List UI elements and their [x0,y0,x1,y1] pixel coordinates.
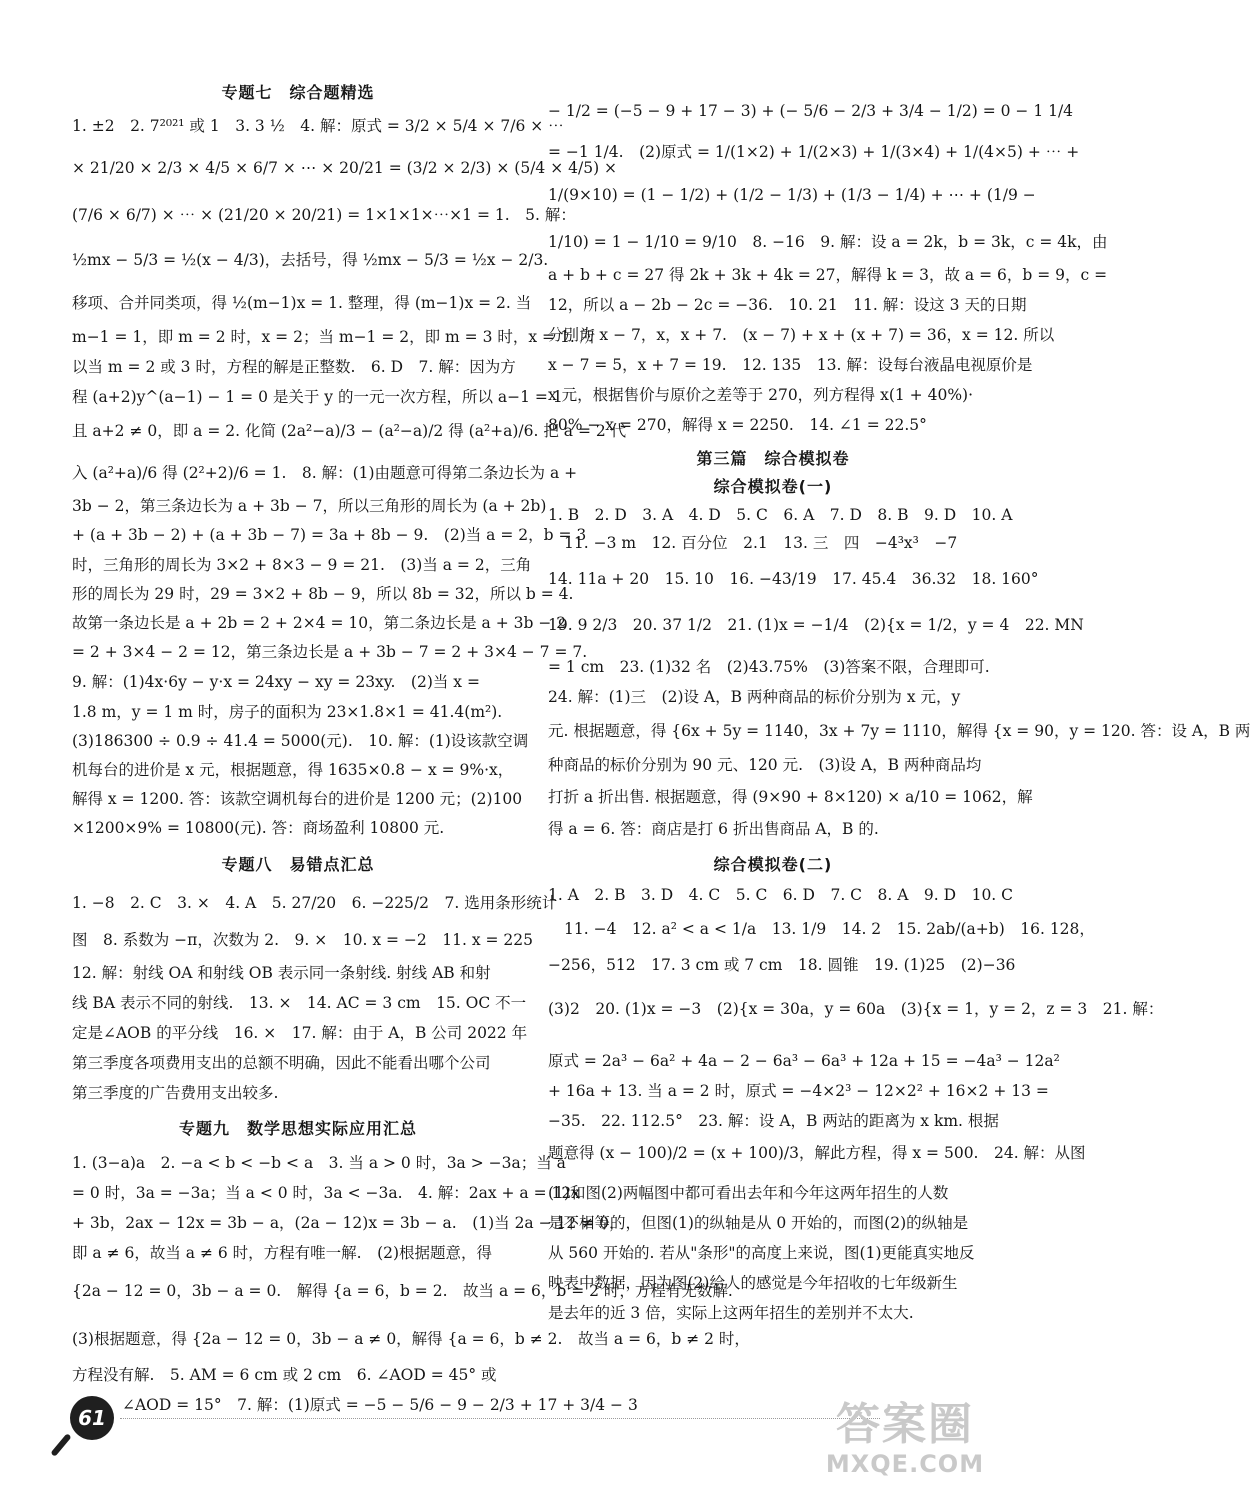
text-line: 解得 x = 1200. 答：该款空调机每台的进价是 1200 元；(2)100 [72,790,523,808]
text-line: + (a + 3b − 2) + (a + 3b − 7) = 3a + 8b − 9. (2)当 a = 2，b = 3 [72,526,587,544]
text-line: 以当 m = 2 或 3 时，方程的解是正整数. 6. D 7. 解：因为方 [72,358,516,376]
page-number-badge: 61 [70,1396,114,1440]
text-line: 从 560 开始的. 若从"条形"的高度上来说，图(1)更能真实地反 [548,1244,975,1262]
section-title-topic-9: 专题九 数学思想实际应用汇总 [178,1119,417,1138]
text-line: 方程没有解. 5. AM = 6 cm 或 2 cm 6. ∠AOD = 45° 或 [72,1366,497,1384]
text-line: m−1 = 1，即 m = 2 时，x = 2；当 m−1 = 2，即 m = 3 时，x = 1. 所 [72,328,596,346]
text-line: (3)根据题意，得 {2a − 12 = 0，3b − a ≠ 0，解得 {a = 6，b ≠ 2. 故当 a = 6，b ≠ 2 时， [72,1330,750,1348]
text-line: 14. 11a + 20 15. 10 16. −43/19 17. 45.4 36.32 18. 160° [548,570,1039,588]
text-line: × 21/20 × 2/3 × 4/5 × 6/7 × ⋯ × 20/21 = (3/2 × 2/3) × (5/4 × 4/5) × [72,159,618,177]
text-line: 9. 解：(1)4x·6y − y·x = 24xy − xy = 23xy. (2)当 x = [72,673,480,691]
text-line: (1)和图(2)两幅图中都可看出去年和今年这两年招生的人数 [548,1184,949,1202]
footer-divider [120,1418,880,1419]
text-line: 1. −8 2. C 3. × 4. A 5. 27/20 6. −225/2 7. 选用条形统计 [72,894,558,912]
text-line: ×1200×9% = 10800(元). 答：商场盈利 10800 元. [72,819,445,837]
text-line: 形的周长为 29 时，29 = 3×2 + 8b − 9，所以 8b = 32，所以 b = 4. [72,585,574,603]
magnifier-icon [50,1433,71,1457]
text-line: 3b − 2，第三条边长为 a + 3b − 7，所以三角形的周长为 (a + 2b) [72,497,547,515]
text-line: 1.8 m，y = 1 m 时，房子的面积为 23×1.8×1 = 41.4(m²). [72,703,503,721]
text-line: 入 (a²+a)/6 得 (2²+2)/6 = 1. 8. 解：(1)由题意可得第二条边长为 a + [72,464,578,482]
text-line: ½mx − 5/3 = ½(x − 4/3)，去括号，得 ½mx − 5/3 = ½x − 2/3. [72,251,549,269]
text-line: a + b + c = 27 得 2k + 3k + 4k = 27，解得 k = 3，故 a = 6，b = 9，c = [548,266,1108,284]
text-line: 题意得 (x − 100)/2 = (x + 100)/3，解此方程，得 x = 500. 24. 解：从图 [548,1144,1086,1162]
text-line: 是去年的近 3 倍，实际上这两年招生的差别并不太大. [548,1304,914,1322]
text-line: 得 a = 6. 答：商店是打 6 折出售商品 A，B 的. [548,820,879,838]
text-line: = 0 时，3a = −3a；当 a < 0 时，3a < −3a. 4. 解：2ax + a = 12x [72,1184,580,1202]
text-line: −256，512 17. 3 cm 或 7 cm 18. 圆锥 19. (1)25 (2)−36 [548,956,1016,974]
text-line: 打折 a 折出售. 根据题意，得 (9×90 + 8×120) × a/10 = 1062，解 [548,788,1033,806]
text-line: 1. (3−a)a 2. −a < b < −b < a 3. 当 a > 0 时，3a > −3a；当 a [72,1154,566,1172]
text-line: x − 7 = 5，x + 7 = 19. 12. 135 13. 解：设每台液晶电视原价是 [548,356,1033,374]
text-line: 是不相等的，但图(1)的纵轴是从 0 开始的，而图(2)的纵轴是 [548,1214,969,1232]
text-line: + 3b，2ax − 12x = 3b − a，(2a − 12)x = 3b − a. (1)当 2a − 12 ≠ 0， [72,1214,625,1232]
text-line: = 1 cm 23. (1)32 名 (2)43.75% (3)答案不限，合理即可. [548,658,990,676]
text-line: 1. ±2 2. 7²⁰²¹ 或 1 3. 3 ½ 4. 解：原式 = 3/2 × 5/4 × 7/6 × ⋯ [72,117,564,135]
text-line: 1/10) = 1 − 1/10 = 9/10 8. −16 9. 解：设 a = 2k，b = 3k，c = 4k，由 [548,233,1108,251]
text-line: x 元，根据售价与原价之差等于 270，列方程得 x(1 + 40%)· [548,386,974,404]
text-line: 11. −4 12. a² < a < 1/a 13. 1/9 14. 2 15. 2ab/(a+b) 16. 128， [564,920,1095,938]
text-line: + 16a + 13. 当 a = 2 时，原式 = −4×2³ − 12×2² + 16×2 + 13 = [548,1082,1049,1100]
text-line: 19. 9 2/3 20. 37 1/2 21. (1)x = −1/4 (2){x = 1/2，y = 4 22. MN [548,616,1084,634]
text-line: 80% − x = 270，解得 x = 2250. 14. ∠1 = 22.5° [548,416,927,434]
text-line: 图 8. 系数为 −π，次数为 2. 9. × 10. x = −2 11. x = 225 [72,931,533,949]
text-line: 分别为 x − 7，x，x + 7. (x − 7) + x + (x + 7) = 36，x = 12. 所以 [548,326,1055,344]
text-line: 原式 = 2a³ − 6a² + 4a − 2 − 6a³ − 6a³ + 12a + 15 = −4a³ − 12a² [548,1052,1060,1070]
text-line: 第三季度的广告费用支出较多. [72,1084,279,1102]
section-title-mock-exam-1: 综合模拟卷(一) [713,477,833,496]
text-line: = 2 + 3×4 − 2 = 12，第三条边长是 a + 3b − 7 = 2 + 3×4 − 7 = 7. [72,643,588,661]
watermark-text-en: MXQE.COM [825,1450,985,1478]
text-line: 12. 解：射线 OA 和射线 OB 表示同一条射线. 射线 AB 和射 [72,964,491,982]
text-line: 即 a ≠ 6，故当 a ≠ 6 时，方程有唯一解. (2)根据题意，得 [72,1244,493,1262]
watermark-text-cn: 答案圈 [836,1399,974,1450]
text-line: 1. A 2. B 3. D 4. C 5. C 6. D 7. C 8. A 9. D 10. C [548,886,1014,904]
section-title-mock-exam-2: 综合模拟卷(二) [713,855,833,874]
section-title-topic-7: 专题七 综合题精选 [221,83,375,102]
text-line: 定是∠AOB 的平分线 16. × 17. 解：由于 A，B 公司 2022 年 [72,1024,528,1042]
text-line: = −1 1/4. (2)原式 = 1/(1×2) + 1/(2×3) + 1/(3×4) + 1/(4×5) + ⋯ + [548,143,1080,161]
text-line: − 1/2 = (−5 − 9 + 17 − 3) + (− 5/6 − 2/3 + 3/4 − 1/2) = 0 − 1 1/4 [548,102,1074,120]
text-line: 程 (a+2)y^(a−1) − 1 = 0 是关于 y 的一元一次方程，所以 a−1 = 1 [72,388,563,406]
text-line: 第三季度各项费用支出的总额不明确，因此不能看出哪个公司 [72,1054,491,1072]
text-line: −35. 22. 112.5° 23. 解：设 A，B 两站的距离为 x km. 根据 [548,1112,999,1130]
text-line: 映表中数据，因为图(2)给人的感觉是今年招收的七年级新生 [548,1274,958,1292]
text-line: 移项、合并同类项，得 ½(m−1)x = 1. 整理，得 (m−1)x = 2. 当 [72,294,532,312]
text-line: 故第一条边长是 a + 2b = 2 + 2×4 = 10，第二条边长是 a + 3b − 2 [72,614,567,632]
text-line: 机每台的进价是 x 元，根据题意，得 1635×0.8 − x = 9%·x， [72,761,514,779]
watermark-logo [820,1400,990,1478]
text-line: 线 BA 表示不同的射线. 13. × 14. AC = 3 cm 15. OC 不一 [72,994,527,1012]
text-line: ∠AOD = 15° 7. 解：(1)原式 = −5 − 5/6 − 9 − 2/3 + 17 + 3/4 − 3 [122,1396,638,1414]
text-line: 种商品的标价分别为 90 元、120 元. (3)设 A，B 两种商品均 [548,756,982,774]
text-line: 24. 解：(1)三 (2)设 A，B 两种商品的标价分别为 x 元，y [548,688,961,706]
text-line: 时，三角形的周长为 3×2 + 8×3 − 9 = 21. (3)当 a = 2，三角 [72,556,532,574]
text-line: 1. B 2. D 3. A 4. D 5. C 6. A 7. D 8. B 9. D 10. A [548,506,1013,524]
text-line: 12，所以 a − 2b − 2c = −36. 10. 21 11. 解：设这 3 天的日期 [548,296,1027,314]
part-title: 第三篇 综合模拟卷 [696,449,850,468]
text-line: (7/6 × 6/7) × ⋯ × (21/20 × 20/21) = 1×1×1×⋯×1 = 1. 5. 解： [72,206,576,224]
text-line: {2a − 12 = 0，3b − a = 0. 解得 {a = 6，b = 2. 故当 a = 6，b = 2 时，方程有无数解. [72,1282,733,1300]
text-line: (3)186300 ÷ 0.9 ÷ 41.4 = 5000(元). 10. 解：(1)设该款空调 [72,732,529,750]
text-line: 11. −3 m 12. 百分位 2.1 13. 三 四 −4³x³ −7 [564,534,958,552]
section-title-topic-8: 专题八 易错点汇总 [221,855,375,874]
text-line: 元. 根据题意，得 {6x + 5y = 1140，3x + 7y = 1110，解得 {x = 90，y = 120. 答：设 A，B 两 [548,722,1250,740]
text-line: 1/(9×10) = (1 − 1/2) + (1/2 − 1/3) + (1/3 − 1/4) + ⋯ + (1/9 − [548,186,1036,204]
text-line: 且 a+2 ≠ 0，即 a = 2. 化简 (2a²−a)/3 − (a²−a)/2 得 (a²+a)/6. 把 a = 2 代 [72,422,627,440]
text-line: (3)2 20. (1)x = −3 (2){x = 30a，y = 60a (3){x = 1，y = 2，z = 3 21. 解： [548,1000,1164,1018]
